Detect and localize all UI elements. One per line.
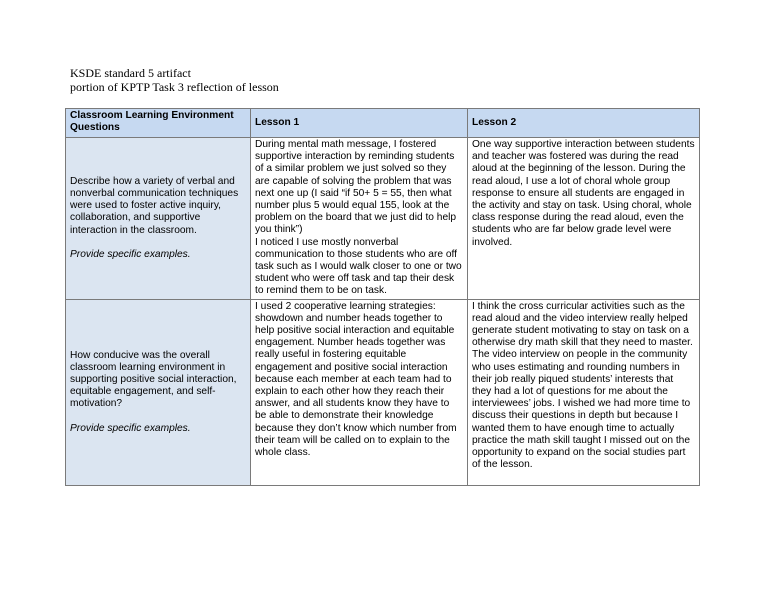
question-cell: [66, 138, 251, 300]
table-header-row: [66, 109, 700, 138]
table-row: [66, 138, 700, 300]
question-instruction: Provide specific examples.: [70, 422, 191, 434]
question-text: Describe how a variety of verbal and nonverbal communication techniques were used to foster active inquiry, collaboration, and supportive interaction in the classroom.: [70, 175, 239, 236]
document-heading: [70, 66, 279, 94]
table-row: [66, 299, 700, 485]
question-instruction: Provide specific examples.: [70, 248, 191, 260]
reflection-table: [65, 108, 700, 486]
lesson-1-cell: [251, 138, 468, 300]
header-lesson-1: Lesson 1: [251, 109, 468, 138]
header-lesson-2: Lesson 2: [468, 109, 700, 138]
question-cell: [66, 299, 251, 485]
heading-line-1: KSDE standard 5 artifact: [70, 66, 191, 80]
lesson-1-paragraph: I noticed I use mostly nonverbal communication to those students who are off task such as I would walk closer to one or two student who were off task and tap their desk to remind them to be on task.: [255, 236, 462, 297]
heading-line-2: portion of KPTP Task 3 reflection of lesson: [70, 80, 279, 94]
lesson-1-paragraph: I used 2 cooperative learning strategies: showdown and number heads together to help positive social interaction and equitable engagement. Number heads together was really useful in fostering equitable engagement and positive social interaction because each member at each team had to explain to each other how they reach their answer, and all students know they have to be able to demonstrate their knowledge because they don’t know which number from their team will be called on to explain to the whole class.: [255, 300, 457, 459]
lesson-1-paragraph: During mental math message, I fostered supportive interaction by reminding students of a similar problem we just solved so they are capable of solving the problem that was next one up (I said “if 50+ 5 = 55, then what number plus 5 would equal 155, look at the problem on the board that we just did to help you think”): [255, 139, 457, 236]
lesson-2-paragraph: I think the cross curricular activities such as the read aloud and the video interview really helped generate student motivating to stay on task on a otherwise dry math skill that they need to master. The video interview on people in the community who uses estimating and rounding numbers in their job really piqued students’ interests that they had a lot of questions for me about the interviewees’ jobs. I wished we had more time to discuss their questions in depth but because I wanted them to have enough time to actually practice the math skill taught I missed out on the opportunity to expand on the social studies part of the lesson.: [472, 300, 693, 471]
lesson-2-cell: [468, 299, 700, 485]
lesson-2-cell: [468, 138, 700, 300]
lesson-2-paragraph: One way supportive interaction between students and teacher was fostered was during the read aloud at the beginning of the lesson. During the read aloud, I use a lot of choral whole group response to ensure all students are engaged in the activity and stay on task. Using choral, whole class response during the read aloud, even the students who are far below grade level were involved.: [472, 139, 695, 248]
question-text: How conducive was the overall classroom learning environment in supporting positive social interaction, equitable engagement, and self-motivation?: [70, 349, 237, 410]
lesson-1-cell: [251, 299, 468, 485]
header-questions: Classroom Learning Environment Questions: [66, 109, 251, 138]
